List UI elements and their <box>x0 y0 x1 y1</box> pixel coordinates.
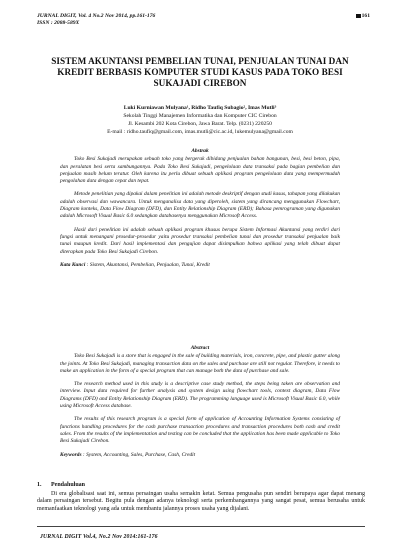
footer-rule <box>37 526 365 527</box>
running-footer: JURNAL DIGIT Vol.4, No.2 Nov 2014:161-176 <box>40 534 158 540</box>
page-number: 161 <box>356 13 370 20</box>
abstract-paragraph-1: Toko Besi Sukajadi is a store that is engaged in the sale of building materials, iron, concrete, pipe, and plastic gutter along the joints. At Toko Besi Sukajadi, managing transaction data on the sales and purchase are still not regular. Therefore, it needs to make an application in the form of a special program that can manage both the data of purchase and sale. <box>60 353 340 374</box>
author-email: E-mail : ridho.taufiq@gmail.com, imas.mutli@cic.ac.id, lukemulyana@gmail.com <box>107 129 293 135</box>
abstract-paragraph-2: The research method used in this study is a descriptive case study method, the steps being taken are observation and interview. Input data required for further analysis and system design using flowchart tools, context diagram, Data Flow Diagrams (DFD) and Entity Relationship Diagram (ERD). The programming language used is Microsoft Visual Basic 6.0, while using Microsoft Access database. <box>60 381 340 410</box>
abstrak-section <box>60 148 340 269</box>
author-block <box>40 104 360 136</box>
section-title: Pendahuluan <box>51 482 86 488</box>
issn: ISSN : 2088-589X <box>37 20 80 26</box>
author-names: Luki Kurniawan Mulyana¹, Ridho Taufiq Subagio², Imas Mutli³ <box>123 105 277 111</box>
abstract-section <box>60 345 340 459</box>
section-number: 1. <box>37 482 42 488</box>
abstract-keywords-text: : System, Accounting, Sales, Purchase, Cash, Credit <box>81 451 196 458</box>
abstrak-keywords-label: Kata Kunci <box>60 261 86 268</box>
introduction-paragraph: Di era globalisasi saat ini, semua persaingan usaha semakin ketat. Semua pengusaha pun sendiri berupaya agar dapat menang dalam persaingan tersebut. Begitu pula dengan adanya teknologi serta perkembangannya yang sangat pesat, semua berusaha untuk memanfaatkan teknologi yang ada untuk membantu jalannya proses usaha yang dijalani. <box>37 490 365 512</box>
author-address: Jl. Kesambi 202 Kota Cirebon, Jawa Barat. Telp. (0231) 220250 <box>128 121 272 127</box>
introduction-section <box>37 482 365 513</box>
abstract-keywords-label: Keywords <box>60 451 82 458</box>
abstrak-paragraph-1: Toko Besi Sukajadi merupakan sebuah toko yang bergerak dibidang penjualan bahan bangunan, besi, besi beton, pipa, dan peralatan besi serta sambungannya. Pada Toko Besi Sukajadi, pengelolaan data transaksi pada bagian pembelian dan penjualan masih belum teratur. Oleh karena itu perlu dibuat sebuah aplikasi program pengelolaan data yang mempermudah pengolahan data dengan cepat dan tepat. <box>60 156 340 185</box>
journal-citation: JURNAL DIGIT, Vol. 4 No.2 Nov 2014, pp.161-176 <box>37 13 156 19</box>
abstract-paragraph-3: The results of this research program is a special form of application of Accounting Information Systems consisting of functions handling procedures for the cash purchase transaction procedures and transaction procedures both cash and credit sales. From the results of the implementation and testing can be concluded that the application has been made applicable to Toko Besi Sukajadi Cirebon. <box>60 416 340 445</box>
abstract-keywords <box>60 452 340 459</box>
abstrak-paragraph-3: Hasil dari penelitian ini adalah sebuah aplikasi program khusus berupa Sistem Informasi Akuntansi yang terdiri dari fungsi untuk menangani prosedur-prosedur yaitu prosedur transaksi pembelian tunai dan prosedur transaksi penjualan baik tunai maupun kredit. Dari hasil implementasi dan pengujian dapat disimpulkan bahwa aplikasi yang telah dibuat dapat diterapkan pada Toko Besi Sukajadi Cirebon. <box>60 226 340 255</box>
running-header <box>37 13 370 27</box>
paper-title: SISTEM AKUNTANSI PEMBELIAN TUNAI, PENJUALAN TUNAI DAN KREDIT BERBASIS KOMPUTER STUDI KASUS PADA TOKO BESI SUKAJADI CIREBON <box>51 56 349 88</box>
section-heading <box>37 482 365 490</box>
abstrak-keywords-text: : Sistem, Akuntansi, Pembelian, Penjualan, Tunai, Kredit <box>85 261 210 268</box>
abstract-heading: Abstract <box>190 345 210 351</box>
abstrak-heading: Abstrak <box>191 148 209 154</box>
abstrak-keywords <box>60 262 340 269</box>
abstrak-paragraph-2: Metode penelitian yang dipakai dalam penelitian ini adalah metode deskriptif dengan studi kasus, tahapan yang dilakukan adalah observasi dan wawancara. Untuk menganalisa data yang diperoleh, sistem yang dirancang menggunakan Flowchart, Diagram konteks, Data Flow Diagram (DFD), dan Entity Relationship Diagram (ERD); Bahasa pemrograman yang digunakan adalah Microsoft Visual Basic 6.0 sedangkan databasenya menggunakan Microsoft Access. <box>60 191 340 220</box>
author-affiliation: Sekolah Tinggi Manajemen Informatika dan Komputer CIC Cirebon <box>123 113 277 119</box>
